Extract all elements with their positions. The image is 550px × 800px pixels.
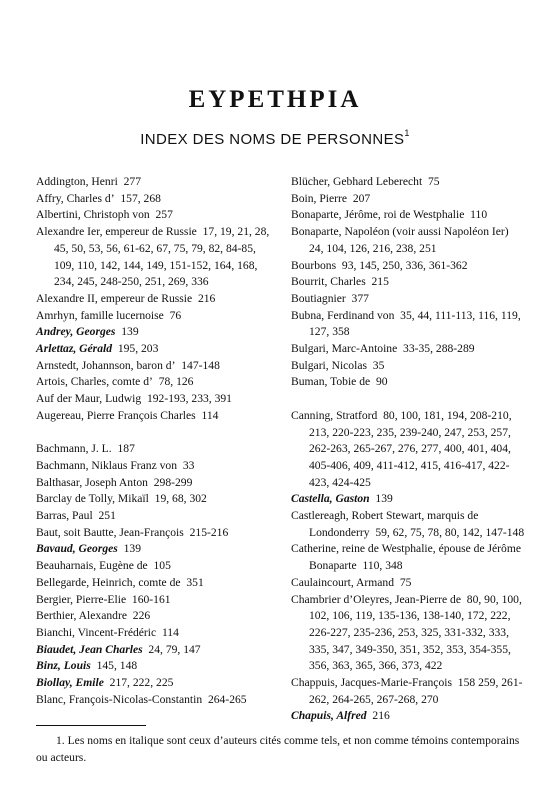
entry-name: Bourbons [291,258,337,272]
entry-name: Chambrier d’Oleyres, Jean-Pierre de [291,592,461,606]
entry-pages: 110, 348 [362,559,403,573]
entry-name: Barclay de Tolly, Mikaïl [36,492,149,506]
entry-name: Bachmann, J. L. [36,442,112,456]
index-entry [36,592,270,609]
entry-pages: 215-216 [189,525,229,539]
index-entry [36,391,270,408]
index-entry [36,508,270,525]
entry-name: Bulgari, Nicolas [291,358,367,372]
entry-pages: 33-35, 288-289 [403,342,475,356]
entry-pages: 215 [371,275,389,289]
entry-pages: 157, 268 [120,191,161,205]
entry-pages: 158 259, 261-262, 264-265, 267-268, 270 [309,676,523,706]
entry-pages: 114 [161,625,179,639]
index-entry [291,358,527,375]
entry-name: Bianchi, Vincent-Frédéric [36,625,157,639]
entry-pages: 226 [132,609,151,623]
index-entry [36,341,270,358]
entry-pages: 145, 148 [96,659,138,673]
entry-pages: 35, 44, 111-113, 116, 119, 127, 358 [309,308,521,339]
entry-name: Albertini, Christoph von [36,208,150,222]
index-entry [291,508,527,541]
entry-name: Canning, Stratford [291,408,378,422]
entry-name: Chapuis, Alfred [291,709,367,723]
entry-pages: 75 [399,575,412,589]
index-column-right [291,174,527,725]
entry-pages: 17, 19, 21, 28, 45, 50, 53, 56, 61-62, 67, 75, 79, 82, 84-85, 109, 110, 142, 144, 149, 151-152, 164, 168, 234, 245, 248-250, 251, 269, 336 [54,225,270,289]
entry-pages: 277 [123,175,141,188]
entry-pages: 139 [121,325,139,339]
index-heading-text: INDEX DES NOMS DE PERSONNES [140,131,405,148]
entry-name: Boin, Pierre [291,191,348,205]
index-entry [291,341,527,358]
page-title: EYPETHPIA [188,86,362,113]
index-entry [36,224,270,291]
index-entry [36,191,270,208]
entry-name: Castlereagh, Robert Stewart, marquis de Londonderry [291,509,479,539]
entry-pages: 93, 145, 250, 336, 361-362 [341,258,468,272]
entry-name: Biollay, Emile [36,676,104,690]
entry-name: Beauharnais, Eugène de [36,559,148,573]
entry-pages: 216 [197,291,216,305]
index-entry [36,475,270,492]
index-entry [291,191,527,208]
entry-pages: 351 [186,575,204,589]
index-entry [291,675,527,708]
entry-pages: 160-161 [131,592,171,606]
index-entry [291,708,527,725]
entry-name: Andrey, Georges [36,325,116,339]
entry-pages: 147-148 [181,358,220,372]
entry-pages: 216 [372,709,390,723]
entry-pages: 80, 90, 100, 102, 106, 119, 135-136, 138-140, 172, 222, 226-227, 235-236, 253, 325, 331-332, 333, 335, 347, 349-350, 351, 352, 353, 354-355, 356, 363, 365, 366, 373, 422 [309,592,522,673]
entry-pages: 207 [352,191,371,205]
footnote-ref: 1 [404,128,410,138]
index-heading [0,128,550,148]
entry-name: Arnstedt, Johannson, baron d’ [36,358,176,372]
entry-name: Berthier, Alexandre [36,609,127,623]
entry-name: Bellegarde, Heinrich, comte de [36,575,181,589]
index-entry [36,558,270,575]
index-entry [36,324,270,341]
entry-pages: 110 [470,208,488,222]
index-entry [36,207,270,224]
index-entry [291,374,527,391]
footnote-divider [36,725,146,726]
entry-name: Chappuis, Jacques-Marie-François [291,676,452,690]
index-entry [291,207,527,224]
entry-pages: 19, 68, 302 [154,492,207,506]
index-entry [291,274,527,291]
entry-name: Alexandre II, empereur de Russie [36,291,193,305]
entry-pages: 75 [428,175,440,188]
entry-name: Amrhyn, famille lucernoise [36,308,164,322]
index-entry [291,408,527,492]
index-entry [36,541,270,558]
index-entry [36,525,270,542]
entry-pages: 187 [117,442,135,456]
index-entry [36,491,270,508]
entry-name: Bachmann, Niklaus Franz von [36,458,178,472]
entry-pages: 59, 62, 75, 78, 80, 142, 147-148 [375,525,525,539]
index-entry [291,541,527,574]
entry-name: Auf der Maur, Ludwig [36,392,142,406]
index-entry [36,675,270,692]
entry-name: Boutiagnier [291,291,346,305]
entry-pages: 33 [182,458,195,472]
index-entry [291,592,527,676]
entry-pages: 24, 104, 126, 216, 238, 251 [309,241,437,255]
entry-pages: 76 [169,308,182,322]
index-entry [36,458,270,475]
entry-name: Binz, Louis [36,659,91,673]
entry-name: Affry, Charles d’ [36,191,115,205]
entry-pages: 257 [155,208,173,222]
index-entry [36,174,270,191]
entry-pages: 35 [372,358,385,372]
entry-pages: 251 [98,509,116,523]
index-entry [36,408,270,425]
index-entry [291,258,527,275]
entry-pages: 217, 222, 225 [109,676,174,690]
index-column-left [36,174,270,708]
entry-name: Augereau, Pierre François Charles [36,408,196,422]
entry-name: Bonaparte, Jérôme, roi de Westphalie [291,208,465,222]
index-entry [291,308,527,341]
footnote: 1. Les noms en italique sont ceux d’auteurs cités comme tels, et non comme témoins contemporains ou acteurs. [36,734,520,764]
entry-pages: 105 [153,559,171,573]
entry-pages: 139 [375,492,393,506]
entry-name: Bonaparte, Napoléon (voir aussi Napoléon Ier) [291,225,509,239]
entry-pages: 377 [351,291,369,305]
entry-name: Alexandre Ier, empereur de Russie [36,225,197,239]
entry-name: Castella, Gaston [291,492,370,506]
entry-pages: 264-265 [207,692,247,706]
entry-name: Bergier, Pierre-Elie [36,592,127,606]
index-entry [36,642,270,659]
index-entry [36,658,270,675]
entry-name: Catherine, reine de Westphalie, épouse de Jérôme Bonaparte [291,542,521,573]
entry-name: Bourrit, Charles [291,275,366,289]
entry-pages: 24, 79, 147 [148,642,201,656]
entry-name: Addington, Henri [36,175,118,188]
index-entry [36,575,270,592]
index-entry [36,692,270,709]
entry-name: Bavaud, Georges [36,542,118,556]
index-entry [291,224,527,257]
entry-name: Bulgari, Marc-Antoine [291,342,398,356]
entry-name: Buman, Tobie de [291,375,371,389]
index-entry [291,174,527,191]
index-entry [291,291,527,308]
index-entry [36,308,270,325]
entry-name: Baut, soit Bautte, Jean-François [36,525,184,539]
entry-name: Biaudet, Jean Charles [36,642,143,656]
entry-name: Blücher, Gebhard Leberecht [291,175,423,188]
index-entry [291,491,527,508]
entry-name: Arlettaz, Gérald [36,342,113,356]
entry-name: Caulaincourt, Armand [291,575,395,589]
index-entry [36,608,270,625]
index-entry [36,441,270,458]
entry-pages: 195, 203 [117,342,159,356]
entry-name: Barras, Paul [36,509,93,523]
entry-pages: 90 [375,375,388,389]
entry-name: Bubna, Ferdinand von [291,308,395,322]
index-entry [36,625,270,642]
entry-pages: 192-193, 233, 391 [146,392,232,406]
entry-name: Blanc, François-Nicolas-Constantin [36,692,203,706]
index-entry [291,575,527,592]
entry-pages: 114 [201,408,219,422]
index-entry [36,358,270,375]
index-entry [36,291,270,308]
entry-pages: 80, 100, 181, 194, 208-210, 213, 220-223, 235, 239-240, 247, 253, 257, 262-263, 265-267, 276, 277, 400, 401, 404, 405-406, 409, 411-412, 415, 416-417, 422-423, 424-425 [309,408,512,489]
entry-pages: 139 [123,542,141,556]
entry-pages: 298-299 [153,475,193,489]
entry-name: Balthasar, Joseph Anton [36,475,148,489]
entry-name: Artois, Charles, comte d’ [36,375,153,389]
entry-pages: 78, 126 [158,375,194,389]
index-entry [36,374,270,391]
